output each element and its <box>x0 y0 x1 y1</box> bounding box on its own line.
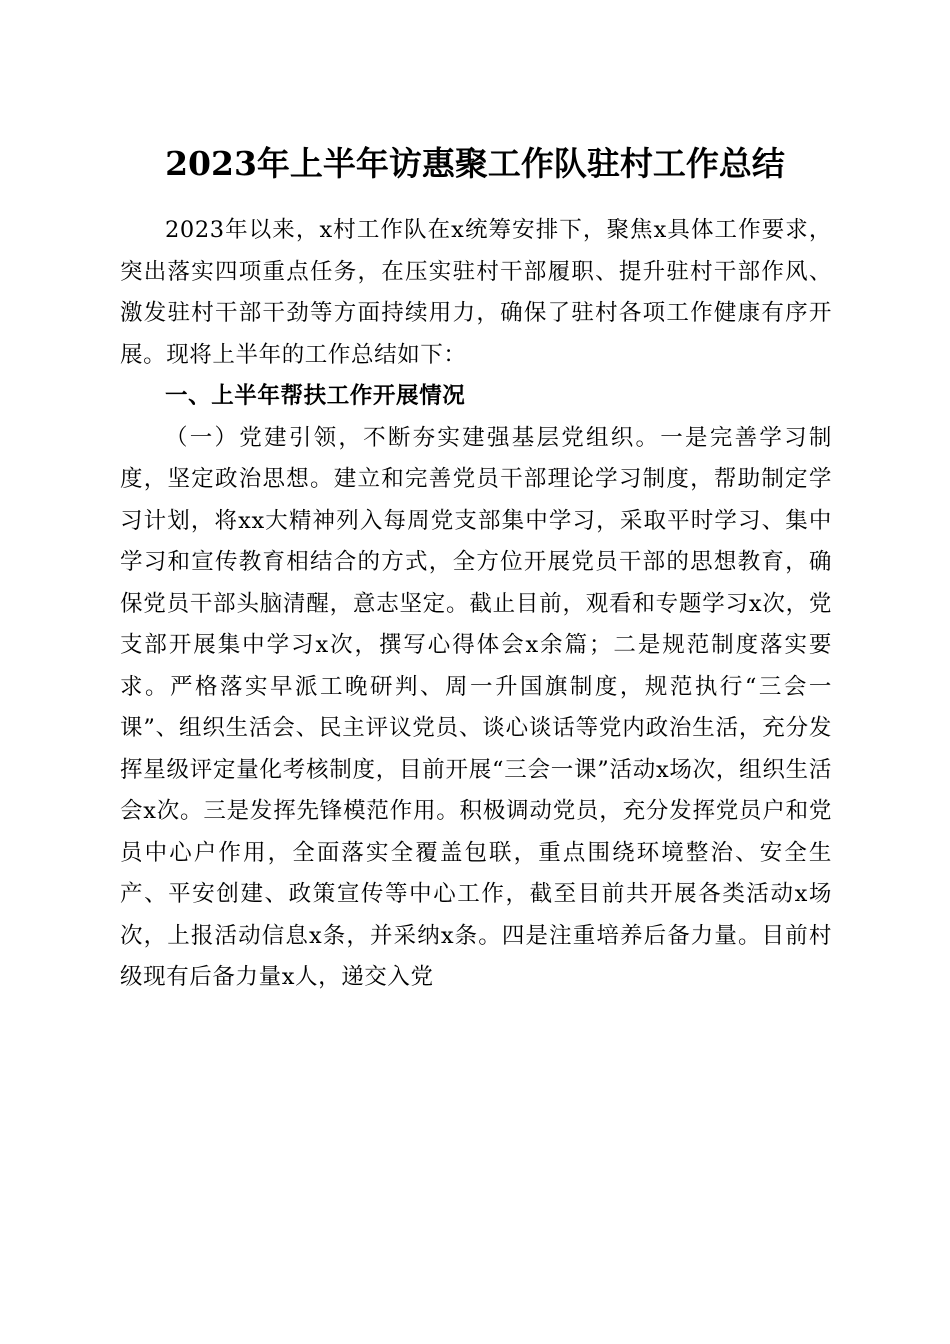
subsection-heading: （一）党建引领，不断夯实建强基层党组织。 <box>165 424 661 451</box>
document-body <box>120 210 832 999</box>
section-heading: 一、上半年帮扶工作开展情况 <box>165 383 466 409</box>
subsection-paragraph <box>120 418 832 999</box>
intro-paragraph: 2023年以来，x村工作队在x统筹安排下，聚焦x具体工作要求，突出落实四项重点任务，在压实驻村干部履职、提升驻村干部作风、激发驻村干部干劲等方面持续用力，确保了驻村各项工作健康有序开展。现将上半年的工作总结如下： <box>120 217 832 368</box>
document-title: 2023年上半年访惠聚工作队驻村工作总结 <box>165 144 785 183</box>
subsection-body: 一是完善学习制度，坚定政治思想。建立和完善党员干部理论学习制度，帮助制定学习计划，将xx大精神列入每周党支部集中学习，采取平时学习、集中学习和宣传教育相结合的方式，全方位开展党员干部的思想教育，确保党员干部头脑清醒，意志坚定。截止目前，观看和专题学习x次，党支部开展集中学习x次，撰写心得体会x余篇；二是规范制度落实要求。严格落实早派工晚研判、周一升国旗制度，规范执行“三会一课”、组织生活会、民主评议党员、谈心谈话等党内政治生活，充分发挥星级评定量化考核制度，目前开展“三会一课”活动x场次，组织生活会x次。三是发挥先锋模范作用。积极调动党员，充分发挥党员户和党员中心户作用，全面落实全覆盖包联，重点围绕环境整治、安全生产、平安创建、政策宣传等中心工作，截至目前共开展各类活动x场次，上报活动信息x条，并采纳x条。四是注重培养后备力量。目前村级现有后备力量x人，递交入党 <box>120 424 832 990</box>
